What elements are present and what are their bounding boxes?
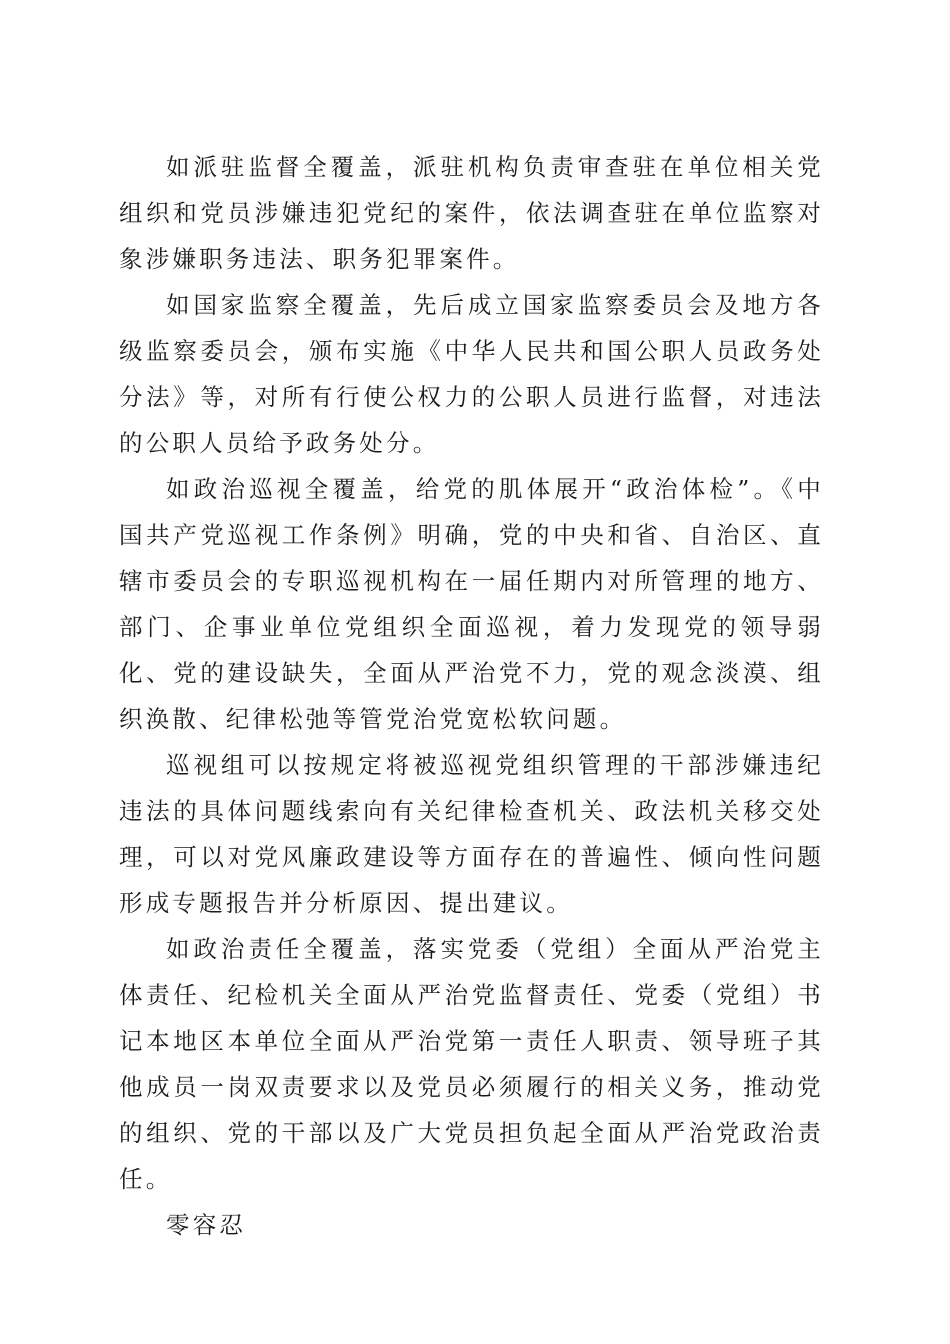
paragraph-dispatched-supervision: 如派驻监督全覆盖，派驻机构负责审查驻在单位相关党组织和党员涉嫌违犯党纪的案件，依法调查驻在单位监察对象涉嫌职务违法、职务犯罪案件。 [119, 153, 824, 273]
paragraph-inspection-team: 巡视组可以按规定将被巡视党组织管理的干部涉嫌违纪违法的具体问题线索向有关纪律检查机关、政法机关移交处理，可以对党风廉政建设等方面存在的普遍性、倾向性问题形成专题报告并分析原因、提出建议。 [119, 751, 824, 917]
paragraph-political-inspection: 如政治巡视全覆盖，给党的肌体展开“政治体检”。《中国共产党巡视工作条例》明确，党的中央和省、自治区、直辖市委员会的专职巡视机构在一届任期内对所管理的地方、部门、企事业单位党组织全面巡视，着力发现党的领导弱化、党的建设缺失，全面从严治党不力，党的观念淡漠、组织涣散、纪律松弛等管党治党宽松软问题。 [119, 475, 824, 733]
paragraph-political-responsibility: 如政治责任全覆盖，落实党委（党组）全面从严治党主体责任、纪检机关全面从严治党监督责任、党委（党组）书记本地区本单位全面从严治党第一责任人职责、领导班子其他成员一岗双责要求以及党员必须履行的相关义务，推动党的组织、党的干部以及广大党员担负起全面从严治党政治责任。 [119, 935, 824, 1193]
paragraph-national-supervision: 如国家监察全覆盖，先后成立国家监察委员会及地方各级监察委员会，颁布实施《中华人民共和国公职人员政务处分法》等，对所有行使公权力的公职人员进行监督，对违法的公职人员给予政务处分。 [119, 291, 824, 457]
document-body [119, 144, 824, 1248]
paragraph-zero-tolerance: 零容忍 [166, 1211, 247, 1239]
